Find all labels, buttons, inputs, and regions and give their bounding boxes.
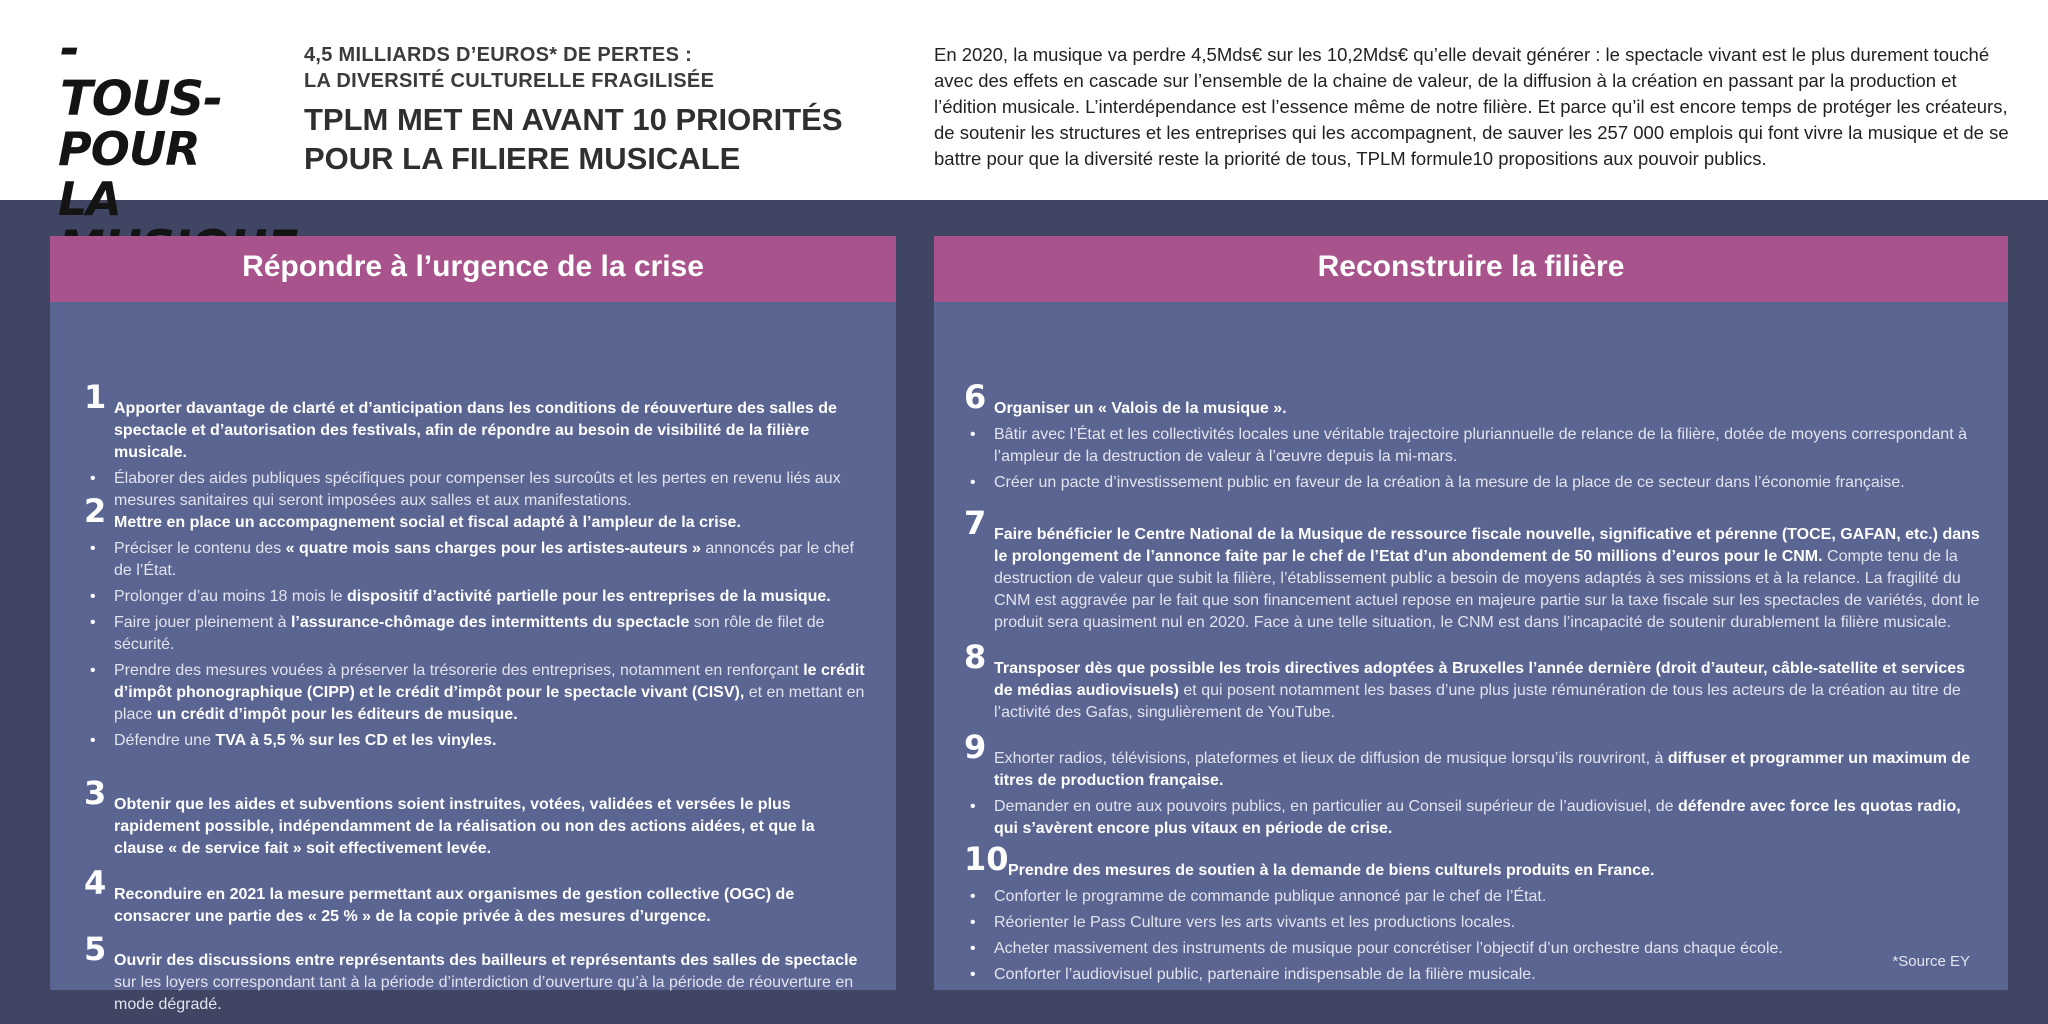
bullet xyxy=(964,796,1980,840)
bullet xyxy=(84,586,868,608)
kicker-line-1: 4,5 MILLIARDS D’EUROS* DE PERTES : xyxy=(304,44,693,66)
priority-1 xyxy=(84,378,868,512)
bullet-emphasis: le crédit d’impôt phonographique (CIPP) et le crédit d’impôt pour le spectacle vivant (CISV), xyxy=(114,662,865,701)
bullet-text: Préciser le contenu des xyxy=(114,540,286,557)
priority-7 xyxy=(964,504,1980,634)
bullet-text: et en mettant en place xyxy=(114,684,865,723)
priority-number: 2 xyxy=(84,492,107,530)
title-line-1: TPLM MET EN AVANT 10 PRIORITÉS xyxy=(304,102,843,137)
bullet: • Réorienter le Pass Culture vers les arts vivants et les productions locales. xyxy=(964,912,1980,934)
priority-text: Prendre des mesures de soutien à la demande de biens culturels produits en France. xyxy=(1008,862,1655,879)
priority-6 xyxy=(964,378,1980,494)
priority-text: Obtenir que les aides et subventions soient instruites, votées, validées et versées le plus rapidement possible, indépendamment de la réalisation ou non des actions aidées, et que la clause « de service fait » soit effectivement levée. xyxy=(114,796,815,857)
kicker xyxy=(304,42,824,94)
priority-tail: Compte tenu de la destruction de valeur que subit la filière, l’établissement public a besoin de moyens adaptés à ses missions et à la relance. La fragilité du CNM est aggravée par le fait que son financement actuel repose en majeure partie sur la taxe fiscale sur les spectacles de variétés, dont le produit sera quasiment nul en 2020. Face à une telle situation, le CNM est dans l’incapacité de soutenir durablement la filière musicale. xyxy=(994,548,1980,631)
header xyxy=(0,0,2048,226)
bullet-text: annoncés par le chef de l’État. xyxy=(114,540,854,579)
priority-text: Organiser un « Valois de la musique ». xyxy=(994,400,1287,417)
bullet-emphasis: « quatre mois sans charges pour les artistes-auteurs » xyxy=(285,540,701,557)
bullet-text: Prolonger d’au moins 18 mois le xyxy=(114,588,348,605)
panel-title: Répondre à l’urgence de la crise xyxy=(50,236,896,302)
priority-text: Mettre en place un accompagnement social et fiscal adapté à l’ampleur de la crise. xyxy=(114,514,741,531)
priority-pre: Exhorter radios, télévisions, plateformes et lieux de diffusion de musique lorsqu’ils rouvriront, à xyxy=(994,750,1668,767)
logo-line-1: -TOUS- xyxy=(60,21,223,127)
bullet: • Conforter l’audiovisuel public, partenaire indispensable de la filière musicale. xyxy=(964,964,1980,986)
bullet xyxy=(84,538,868,582)
bullet: • Acheter massivement des instruments de musique pour concrétiser l’objectif d’un orchestre dans chaque école. xyxy=(964,938,1980,960)
page-title xyxy=(304,100,864,178)
bullet-emphasis: dispositif d’activité partielle pour les entreprises de la musique. xyxy=(347,588,831,605)
bullet xyxy=(84,612,868,656)
priority-text: diffuser et programmer un maximum de titres de production française. xyxy=(994,750,1971,789)
priority-number: 7 xyxy=(964,504,987,542)
bullet-text: son rôle de filet de sécurité. xyxy=(114,614,825,653)
priority-number: 1 xyxy=(84,378,107,416)
bullet-emphasis: un crédit d’impôt pour les éditeurs de musique. xyxy=(156,706,518,723)
priority-number: 4 xyxy=(84,864,107,902)
priority-10 xyxy=(964,840,1980,986)
priority-text: Faire bénéficier le Centre National de la Musique de ressource fiscale nouvelle, significative et pérenne (TOCE, GAFAN, etc.) dans le prolongement de l’annonce faite par le chef de l’Etat d’un abondement de 50 millions d’euros pour le CNM. xyxy=(994,526,1980,565)
priority-3 xyxy=(84,774,868,860)
intro-paragraph: En 2020, la musique va perdre 4,5Mds€ sur les 10,2Mds€ qu’elle devait générer : le spectacle vivant est le plus durement touché avec des effets en cascade sur l’ensemble de la chaine de valeur, de la diffusion à la création en passant par la production et l’édition musicale. L’interdépendance est l’essence même de notre filière. Et parce qu’il est encore temps de protéger les créateurs, de soutenir les structures et les entreprises qui les accompagnent, de sauver les 257 000 emplois qui font vivre la musique et de se battre pour que la diversité reste la priorité de tous, TPLM formule10 propositions aux pouvoir publics. xyxy=(934,44,2009,169)
bullet xyxy=(84,660,868,726)
priority-number: 9 xyxy=(964,728,987,766)
logo-line-2: POUR LA xyxy=(58,122,200,226)
panel-title: Reconstruire la filière xyxy=(934,236,2008,302)
priority-9 xyxy=(964,728,1980,840)
bullet-emphasis: défendre avec force les quotas radio, qui s’avèrent encore plus vitaux en période de crise. xyxy=(994,798,1961,837)
bullet xyxy=(84,730,868,752)
priority-number: 5 xyxy=(84,930,107,968)
kicker-line-2: LA DIVERSITÉ CULTURELLE FRAGILISÉE xyxy=(304,70,715,92)
panel-reconstruire xyxy=(934,236,2008,990)
priority-number: 3 xyxy=(84,774,107,812)
priority-number: 10 xyxy=(964,840,1009,878)
bullet-text: Défendre une xyxy=(114,732,216,749)
priority-tail: sur les loyers correspondant tant à la période d’interdiction d’ouverture qu’à la période de réouverture en mode dégradé. xyxy=(114,974,854,1013)
priority-number: 8 xyxy=(964,638,987,676)
priority-text: Ouvrir des discussions entre représentants des bailleurs et représentants des salles de spectacle xyxy=(114,952,858,969)
bullet: • Bâtir avec l’État et les collectivités locales une véritable trajectoire pluriannuelle de relance de la filière, dotée de moyens correspondant à l’ampleur de la destruction de valeur à l’œuvre depuis la mi-mars. xyxy=(964,424,1980,468)
bullet-text: Demander en outre aux pouvoirs publics, en particulier au Conseil supérieur de l’audiovisuel, de xyxy=(994,798,1678,815)
priority-4 xyxy=(84,864,868,928)
tous-pour-la-musique-logo xyxy=(58,21,228,226)
bullet-text: Prendre des mesures vouées à préserver la trésorerie des entreprises, notamment en renforçant xyxy=(114,662,804,679)
bullet-emphasis: l’assurance-chômage des intermittents du spectacle xyxy=(290,614,690,631)
priority-text: Reconduire en 2021 la mesure permettant aux organismes de gestion collective (OGC) de consacrer une partie des « 25 % » de la copie privée à des mesures d’urgence. xyxy=(114,886,795,925)
priority-text: Transposer dès que possible les trois directives adoptées à Bruxelles l’année dernière (droit d’auteur, câble-satellite et services de médias audiovisuels) xyxy=(994,660,1966,699)
priority-2 xyxy=(84,492,868,752)
bullet: • Conforter le programme de commande publique annoncé par le chef de l’État. xyxy=(964,886,1980,908)
bullet-emphasis: TVA à 5,5 % sur les CD et les vinyles. xyxy=(215,732,497,749)
source-note: *Source EY xyxy=(1892,953,1970,970)
bullet: • Élaborer des aides publiques spécifiques pour compenser les surcoûts et les pertes en revenu liés aux mesures sanitaires qui seront imposées aux salles et aux manifestations. xyxy=(84,468,868,512)
priority-tail: et qui posent notamment les bases d’une plus juste rémunération de tous les acteurs de la création au titre de l’activité des Gafas, singulièrement de YouTube. xyxy=(994,682,1961,721)
bullet: • Créer un pacte d’investissement public en faveur de la création à la mesure de la place de ce secteur dans l’économie française. xyxy=(964,472,1980,494)
priority-text: Apporter davantage de clarté et d’anticipation dans les conditions de réouverture des salles de spectacle et d’autorisation des festivals, afin de répondre au besoin de visibilité de la filière musicale. xyxy=(114,400,837,461)
title-line-2: POUR LA FILIERE MUSICALE xyxy=(304,141,741,176)
priority-8 xyxy=(964,638,1980,724)
priority-number: 6 xyxy=(964,378,987,416)
bullet-text: Faire jouer pleinement à xyxy=(114,614,291,631)
priority-5 xyxy=(84,930,868,1016)
panel-urgence xyxy=(50,236,896,1013)
